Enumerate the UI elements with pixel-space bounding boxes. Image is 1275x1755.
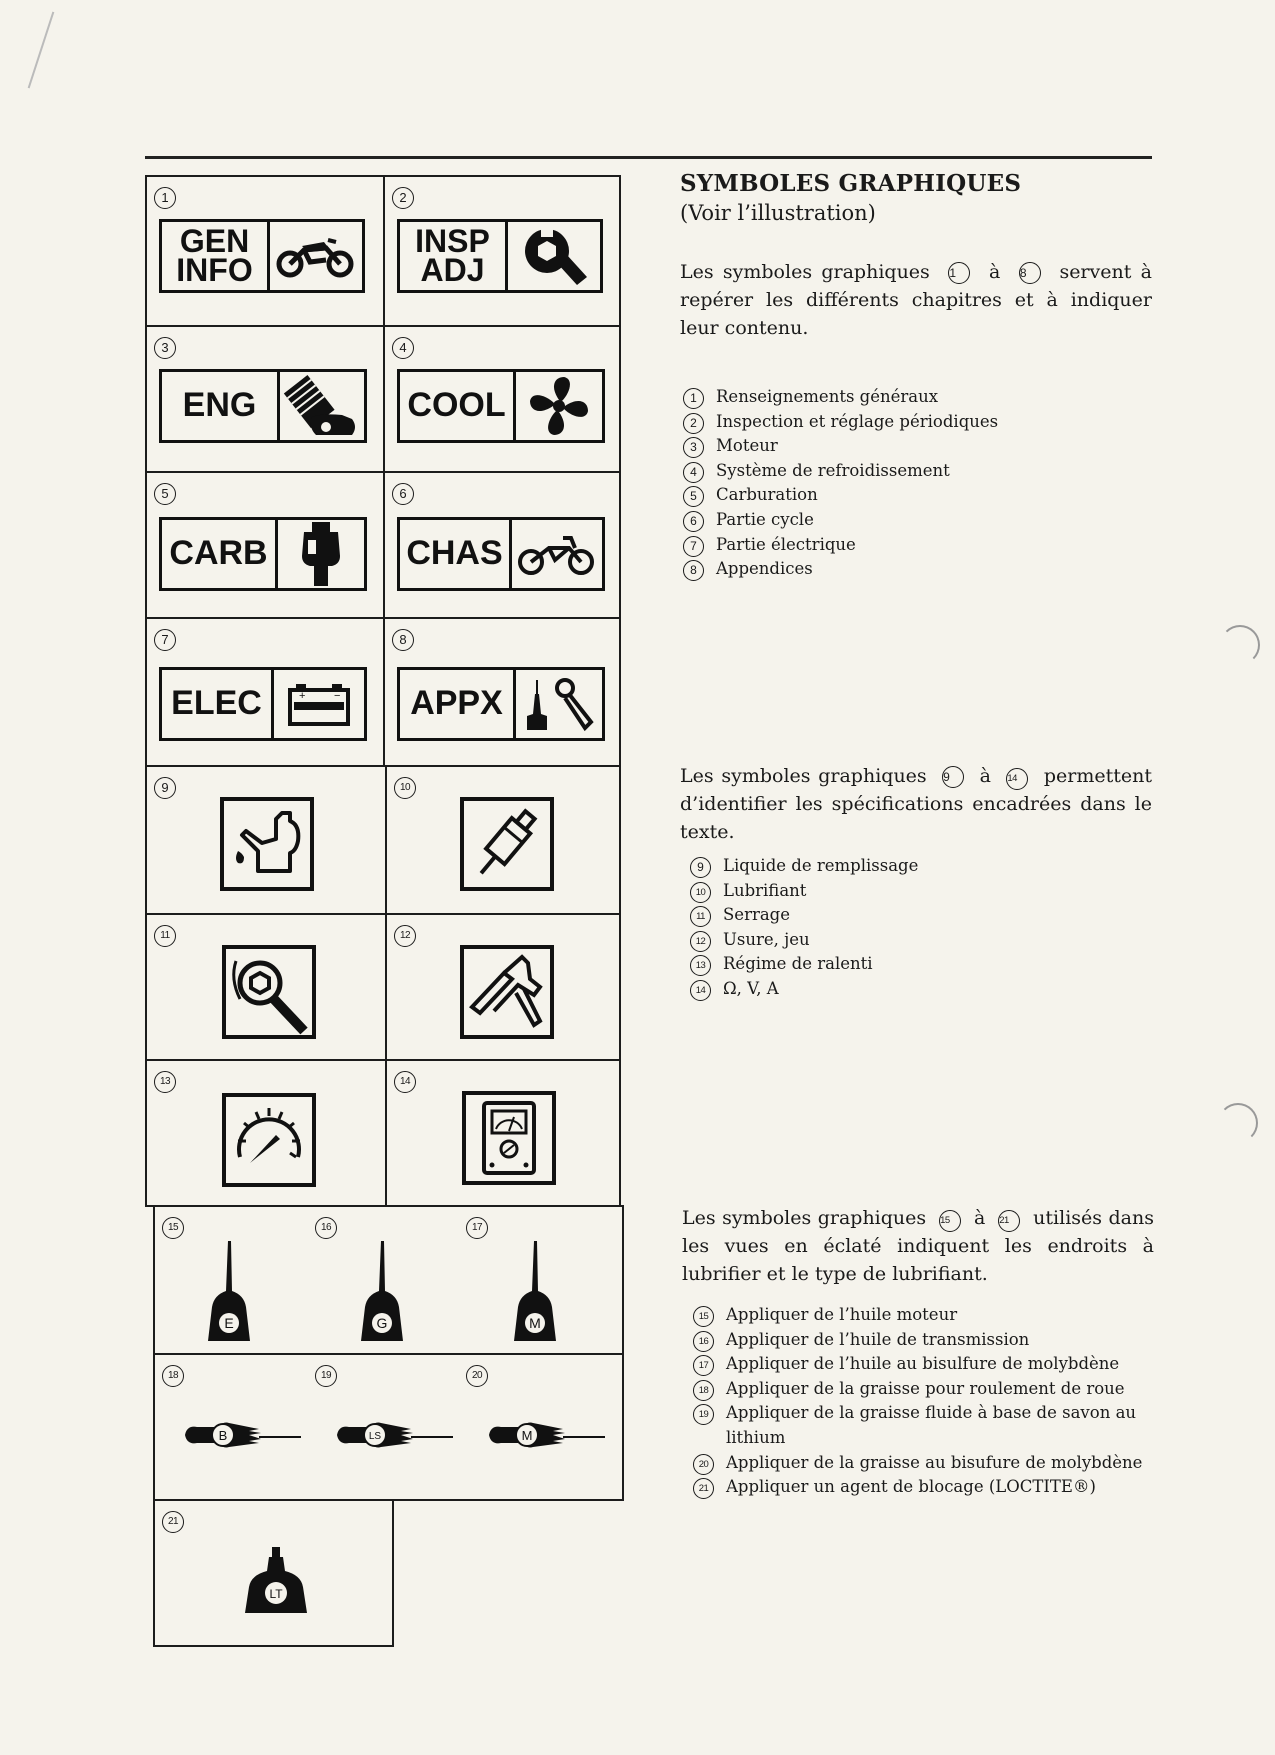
para-text: à [974, 1207, 986, 1229]
symbol-cell-cool [383, 325, 621, 473]
item-text: Appliquer de l’huile au bisulfure de molybdène [726, 1354, 1120, 1374]
list-item [680, 434, 1150, 459]
elec-badge [159, 667, 367, 741]
tachometer-icon [222, 1093, 316, 1187]
list-item [680, 410, 1150, 435]
symbol-number: 3 [154, 337, 176, 359]
list-item [687, 854, 1147, 879]
grease-gun-icon [335, 1417, 455, 1453]
item-text: Appliquer de la graisse fluide à base de savon au lithium [726, 1403, 1137, 1447]
cool-badge [397, 369, 605, 443]
item-number: 16 [693, 1331, 714, 1352]
engine-cylinder-icon [280, 372, 364, 440]
list-item [680, 557, 1150, 582]
item-text: Régime de ralenti [723, 954, 873, 974]
symbol-number: 13 [154, 1071, 176, 1093]
svg-text:+: + [299, 690, 306, 702]
symbol-number: 6 [392, 483, 414, 505]
symbol-cell-torque [145, 913, 387, 1061]
punch-hole [1220, 625, 1260, 665]
page-corner-mark [28, 12, 55, 89]
item-text: Appliquer de l’huile de transmission [726, 1329, 1030, 1349]
grease-gun-icon [460, 797, 554, 891]
badge-label: ENG [182, 386, 257, 425]
torque-wrench-icon [222, 945, 316, 1039]
motorcycle-icon [512, 520, 602, 588]
item-text: Appliquer de l’huile moteur [726, 1305, 958, 1324]
para-text: Les symboles graphiques [682, 1207, 927, 1229]
carburetor-icon [278, 520, 364, 588]
item-number: 2 [683, 413, 704, 434]
list-item [690, 1352, 1150, 1377]
page-title: SYMBOLES GRAPHIQUES [680, 170, 1022, 197]
symbol-number: 18 [162, 1365, 184, 1387]
lubricant-list [690, 1303, 1150, 1500]
list-item [680, 459, 1150, 484]
grease-letter: M [521, 1428, 533, 1443]
chas-badge [397, 517, 605, 591]
symbol-number: 10 [394, 777, 416, 799]
list-item [687, 879, 1147, 904]
symbol-cell-carb [145, 471, 385, 619]
symbol-number: 12 [394, 925, 416, 947]
para-ref: 9 [942, 766, 964, 788]
oiler-letter: M [529, 1315, 541, 1331]
badge-label: ELEC [171, 684, 262, 723]
symbol-number: 1 [154, 187, 176, 209]
para-text: permettent d’identifier les spécifications encadrées dans le texte. [680, 765, 1152, 843]
battery-icon [274, 670, 364, 738]
fan-icon [516, 372, 602, 440]
symbol-cell-eng [145, 325, 385, 473]
badge-label-line2: INFO [176, 252, 253, 288]
item-text: Renseignements généraux [716, 387, 939, 406]
item-number: 4 [683, 462, 704, 483]
oiler-icon [510, 1241, 560, 1347]
item-number: 8 [683, 560, 704, 581]
symbol-cell-greases [153, 1353, 624, 1501]
symbol-number: 15 [162, 1217, 184, 1239]
para-text: servent à repérer les différents chapitres et à indiquer leur contenu. [680, 261, 1152, 339]
item-text: Moteur [716, 436, 778, 456]
item-text: Liquide de remplissage [723, 856, 919, 875]
item-text: Appliquer un agent de blocage (LOCTITE®) [726, 1477, 1096, 1497]
insp-adj-badge [397, 219, 603, 293]
symbol-number: 8 [392, 629, 414, 651]
badge-label: COOL [407, 386, 506, 425]
oiler-icon [357, 1241, 407, 1347]
motorcycle-icon [270, 222, 362, 290]
symbol-cell-elec [145, 617, 385, 767]
gen-info-badge [159, 219, 365, 293]
para-text: Les symboles graphiques [680, 765, 927, 787]
item-text: Appliquer de la graisse au bisufure de molybdène [726, 1452, 1143, 1472]
symbol-cell-electric [385, 1059, 621, 1207]
multimeter-icon [462, 1091, 556, 1185]
item-number: 10 [690, 882, 711, 903]
list-item [687, 977, 1147, 1002]
wrench-icon [508, 222, 600, 290]
list-item [687, 903, 1147, 928]
symbol-cell-chas [383, 471, 621, 619]
list-item [690, 1328, 1150, 1353]
badge-label-line2: ADJ [420, 252, 485, 288]
symbol-cell-oils [153, 1205, 624, 1355]
oiler-letter: G [376, 1315, 388, 1331]
svg-text:−: − [334, 690, 341, 702]
symbol-number: 9 [154, 777, 176, 799]
symbol-cell-fill-fluid [145, 765, 387, 915]
item-number: 17 [693, 1355, 714, 1376]
symbol-number: 4 [392, 337, 414, 359]
para-text: à [988, 261, 1001, 283]
symbol-cell-wear [385, 913, 621, 1061]
symbol-number: 14 [394, 1071, 416, 1093]
symbol-number: 5 [154, 483, 176, 505]
para-text: à [979, 765, 991, 787]
list-item [680, 385, 1150, 410]
symbol-number: 20 [466, 1365, 488, 1387]
page-subtitle: (Voir l’illustration) [680, 201, 876, 225]
locking-agent-icon [243, 1547, 309, 1617]
item-text: Inspection et réglage périodiques [716, 411, 999, 431]
list-item [690, 1401, 1150, 1450]
chapter-list [680, 385, 1150, 582]
item-text: Usure, jeu [723, 929, 810, 949]
item-text: Carburation [716, 485, 818, 505]
oil-can-icon [220, 797, 314, 891]
header-rule [145, 156, 1152, 159]
para-ref: 15 [939, 1210, 961, 1232]
list-item [690, 1451, 1150, 1476]
para-text: Les symboles graphiques [680, 261, 930, 283]
item-text: Appliquer de la graisse pour roulement de roue [726, 1378, 1125, 1398]
para-ref: 8 [1019, 262, 1041, 284]
tools-icon [516, 670, 602, 738]
eng-badge [159, 369, 367, 443]
list-item [680, 508, 1150, 533]
symbol-cell-appx [383, 617, 621, 767]
item-text: Lubrifiant [723, 880, 807, 900]
symbol-number: 17 [466, 1217, 488, 1239]
item-text: Ω, V, A [723, 978, 779, 998]
symbol-number: 2 [392, 187, 414, 209]
symbol-cell-locking-agent [153, 1499, 394, 1647]
grease-gun-icon [183, 1417, 303, 1453]
badge-label-line1: GEN [179, 222, 250, 259]
caliper-icon [460, 945, 554, 1039]
carb-badge [159, 517, 367, 591]
item-number: 21 [693, 1478, 714, 1499]
badge-label: CHAS [406, 534, 503, 573]
grease-letter: B [218, 1428, 228, 1443]
punch-hole [1218, 1103, 1258, 1143]
section2-paragraph [680, 762, 1152, 846]
para-ref: 21 [998, 1210, 1020, 1232]
locking-letter: LT [269, 1587, 283, 1601]
section3-paragraph [682, 1204, 1154, 1288]
badge-label: APPX [410, 684, 503, 723]
para-text: utilisés dans les vues en éclaté indiquent les endroits à lubrifier et le type de lubrifiant. [682, 1207, 1154, 1285]
oiler-letter: E [224, 1315, 234, 1331]
section1-paragraph [680, 258, 1152, 342]
item-number: 6 [683, 511, 704, 532]
symbol-number: 7 [154, 629, 176, 651]
grease-letter: LS [368, 1431, 382, 1442]
symbol-number: 21 [162, 1511, 184, 1533]
item-number: 1 [683, 388, 704, 409]
item-number: 18 [693, 1380, 714, 1401]
item-text: Partie cycle [716, 509, 814, 529]
list-item [680, 533, 1150, 558]
symbol-cell-lubricant [385, 765, 621, 915]
symbol-cell-gen-info [145, 175, 385, 327]
badge-label-line1: INSP [415, 222, 490, 259]
item-text: Système de refroidissement [716, 460, 950, 480]
item-number: 19 [693, 1404, 714, 1425]
symbol-number: 19 [315, 1365, 337, 1387]
symbol-cell-idle-speed [145, 1059, 387, 1207]
symbol-cell-insp-adj [383, 175, 621, 327]
item-number: 9 [690, 857, 711, 878]
item-number: 13 [690, 955, 711, 976]
spec-list [687, 854, 1147, 1002]
grease-gun-icon [487, 1417, 607, 1453]
item-text: Appendices [716, 559, 813, 579]
item-number: 5 [683, 486, 704, 507]
item-text: Serrage [723, 905, 791, 925]
list-item [680, 483, 1150, 508]
appx-badge [397, 667, 605, 741]
symbol-number: 16 [315, 1217, 337, 1239]
item-number: 15 [693, 1306, 714, 1327]
list-item [687, 952, 1147, 977]
oiler-icon [204, 1241, 254, 1347]
item-number: 20 [693, 1454, 714, 1475]
item-text: Partie électrique [716, 534, 856, 554]
para-ref: 14 [1006, 768, 1028, 790]
symbol-number: 11 [154, 925, 176, 947]
list-item [687, 928, 1147, 953]
para-ref: 1 [948, 262, 970, 284]
item-number: 7 [683, 536, 704, 557]
item-number: 14 [690, 980, 711, 1001]
list-item [690, 1475, 1150, 1500]
item-number: 12 [690, 931, 711, 952]
list-item [690, 1377, 1150, 1402]
item-number: 11 [690, 906, 711, 927]
badge-label: CARB [169, 534, 268, 573]
list-item [690, 1303, 1150, 1328]
item-number: 3 [683, 437, 704, 458]
